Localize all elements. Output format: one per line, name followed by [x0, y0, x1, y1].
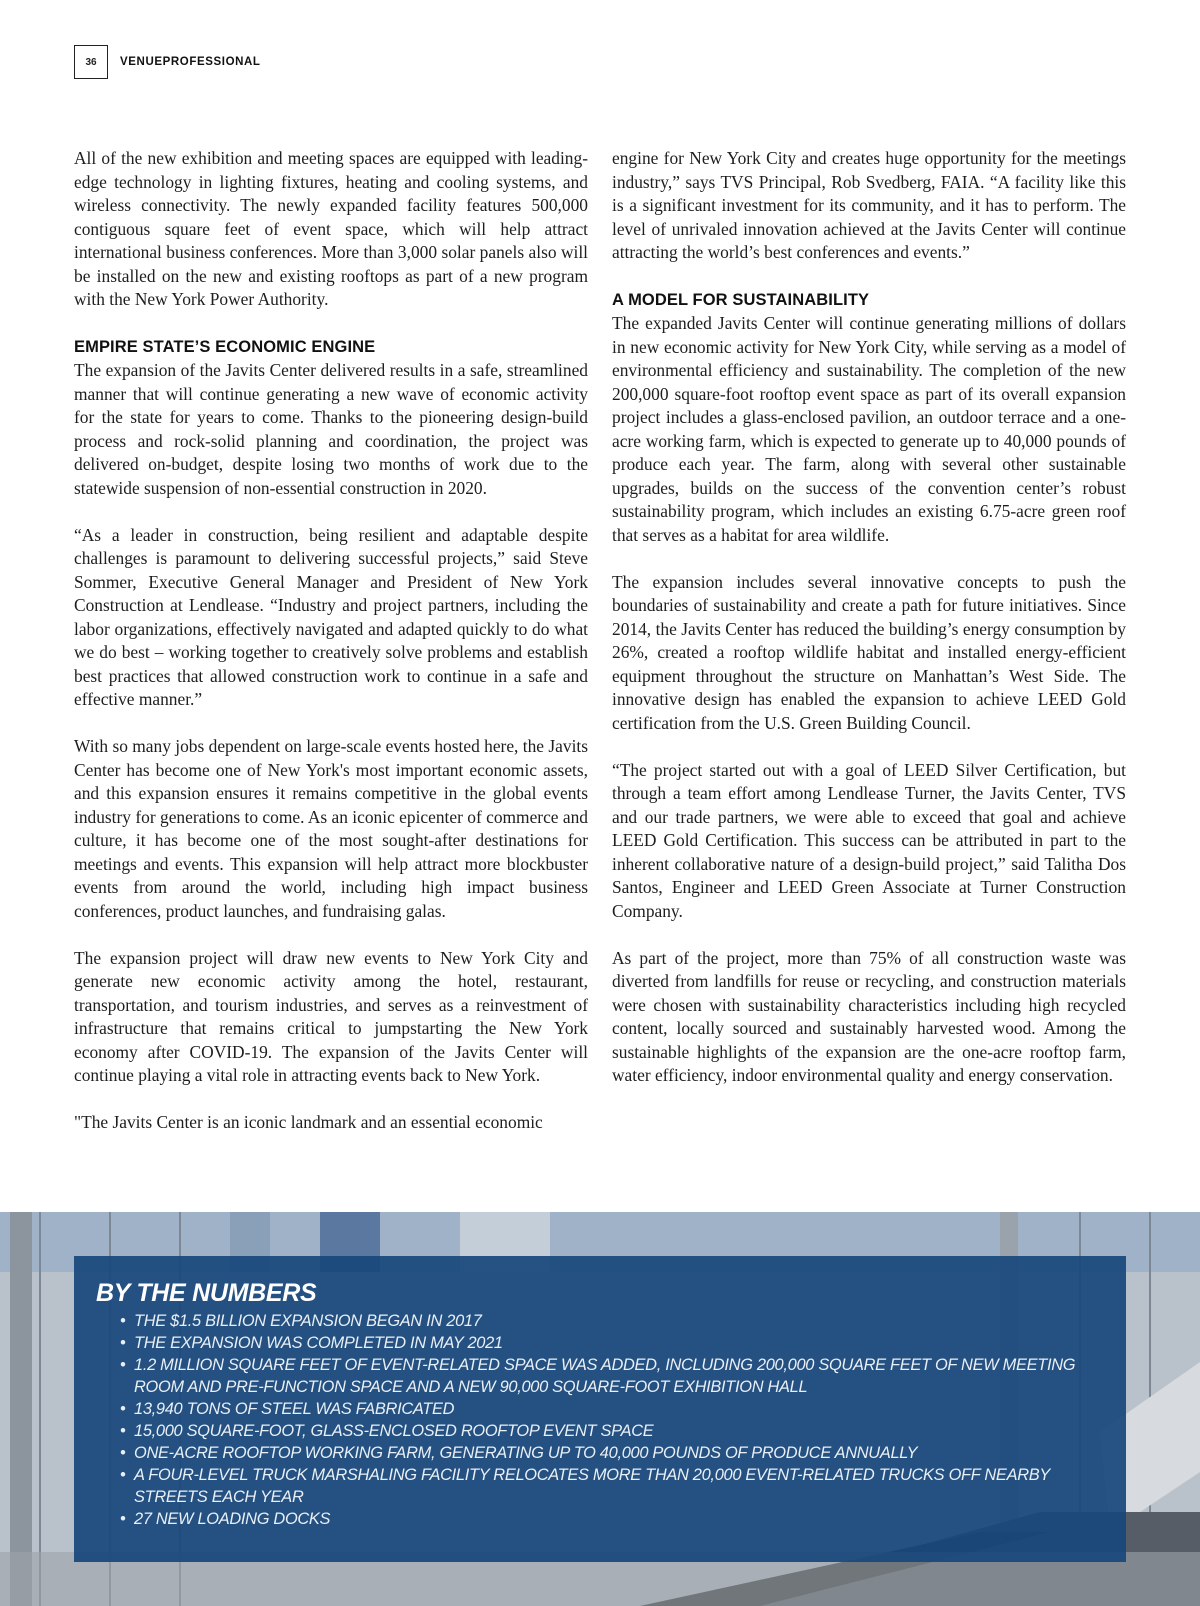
list-item — [108, 1332, 1104, 1354]
bullet-icon: • — [120, 1466, 126, 1484]
page-header — [74, 44, 261, 80]
bullet-icon: • — [120, 1312, 126, 1330]
left-column — [74, 147, 588, 1158]
list-item-text: 13,940 TONS OF STEEL WAS FABRICATED — [134, 1400, 455, 1418]
list-item-text: THE EXPANSION WAS COMPLETED IN MAY 2021 — [134, 1334, 503, 1352]
list-item — [108, 1420, 1104, 1442]
paragraph: The expansion includes several innovative concepts to push the boundaries of sustainability and create a path for future initiatives. Since 2014, the Javits Center has reduced the building’s energy consumption by 26%, created a rooftop wildlife habitat and installed energy-efficient equipment throughout the structure on Manhattan’s West Side. The innovative design has enabled the expansion to achieve LEED Gold certification from the U.S. Green Building Council. — [612, 571, 1126, 733]
masthead-rest: PROFESSIONAL — [162, 56, 261, 68]
paragraph: The expansion project will draw new events to New York City and generate new economic activity among the hotel, restaurant, transportation, and tourism industries, and serves as a reinvestment of infrastructure that remains critical to jumpstarting the New York economy after COVID-19. The expansion of the Javits Center will continue playing a vital role in attracting events back to New York. — [74, 947, 588, 1085]
paragraph: All of the new exhibition and meeting spaces are equipped with leading-edge technology in lighting fixtures, heating and cooling systems, and wireless connectivity. The newly expanded facility features 500,000 contiguous square feet of event space, which will help attract international business conferences. More than 3,000 solar panels also will be installed on the new and existing rooftops as part of a new program with the New York Power Authority. — [74, 148, 588, 309]
sidebar-title: BY THE NUMBERS — [96, 1279, 317, 1307]
right-column — [612, 147, 1126, 1111]
list-item-text: THE $1.5 BILLION EXPANSION BEGAN IN 2017 — [134, 1312, 482, 1330]
page-number: 36 — [74, 45, 108, 79]
paragraph: With so many jobs dependent on large-scale events hosted here, the Javits Center has become one of New York's most important economic assets, and this expansion ensures it remains competitive in the global events industry for generations to come. As an iconic epicenter of commerce and culture, it has become one of the most sought-after destinations for meetings and events. This expansion will help attract more blockbuster events from around the world, including high impact business conferences, product launches, and fundraising galas. — [74, 736, 588, 921]
numbers-list — [96, 1310, 1104, 1530]
list-item — [108, 1354, 1104, 1398]
list-item-text: ONE-ACRE ROOFTOP WORKING FARM, GENERATING UP TO 40,000 POUNDS OF PRODUCE ANNUALLY — [134, 1444, 918, 1462]
bullet-icon: • — [120, 1334, 126, 1352]
list-item-text: A FOUR-LEVEL TRUCK MARSHALING FACILITY RELOCATES MORE THAN 20,000 EVENT-RELATED TRUCKS OFF NEARBY STREETS EACH YEAR — [134, 1466, 1050, 1506]
section-heading: EMPIRE STATE’S ECONOMIC ENGINE — [74, 338, 376, 356]
paragraph: “As a leader in construction, being resilient and adaptable despite challenges is paramount to delivering successful projects,” said Steve Sommer, Executive General Manager and President of New York Construction at Lendlease. “Industry and project partners, including the labor organizations, effectively navigated and adapted quickly to do what we do best – working together to creatively solve problems and establish best practices that allowed construction work to continue in a safe and effective manner.” — [74, 524, 588, 709]
by-the-numbers-sidebar — [74, 1256, 1126, 1562]
masthead-bold: VENUE — [120, 56, 163, 68]
list-item — [108, 1398, 1104, 1420]
list-item-text: 27 NEW LOADING DOCKS — [134, 1510, 331, 1528]
list-item — [108, 1310, 1104, 1332]
paragraph: The expanded Javits Center will continue generating millions of dollars in new economic activity for New York City, while serving as a model of environmental efficiency and sustainability. The completion of the new 200,000 square-foot rooftop event space as part of its overall expansion project includes a glass-enclosed pavilion, an outdoor terrace and a one-acre working farm, which is expected to generate up to 40,000 pounds of produce each year. The farm, along with several other sustainable upgrades, builds on the success of the convention center’s robust sustainability program, which includes an existing 6.75-acre green roof that serves as a habitat for area wildlife. — [612, 313, 1126, 545]
list-item — [108, 1464, 1104, 1508]
list-item — [108, 1508, 1104, 1530]
bullet-icon: • — [120, 1510, 126, 1528]
list-item — [108, 1442, 1104, 1464]
paragraph: The expansion of the Javits Center delivered results in a safe, streamlined manner that will continue generating a new wave of economic activity for the state for years to come. Thanks to the pioneering design-build process and rock-solid planning and coordination, the project was delivered on-budget, despite losing two months of work due to the statewide suspension of non-essential construction in 2020. — [74, 360, 588, 498]
paragraph: As part of the project, more than 75% of all construction waste was diverted from landfills for reuse or recycling, and construction materials were chosen with sustainability characteristics including high recycled content, locally sourced and sustainably harvested wood. Among the sustainable highlights of the expansion are the one-acre rooftop farm, water efficiency, indoor environmental quality and energy conservation. — [612, 947, 1126, 1085]
bullet-icon: • — [120, 1400, 126, 1418]
bullet-icon: • — [120, 1444, 126, 1462]
list-item-text: 1.2 MILLION SQUARE FEET OF EVENT-RELATED SPACE WAS ADDED, INCLUDING 200,000 SQUARE FEET OF NEW MEETING ROOM AND PRE-FUNCTION SPACE AND A NEW 90,000 SQUARE-FOOT EXHIBITION HALL — [134, 1356, 1076, 1396]
magazine-masthead — [120, 56, 261, 68]
paragraph: “The project started out with a goal of LEED Silver Certification, but through a team effort among Lendlease Turner, the Javits Center, TVS and our trade partners, we were able to exceed that goal and achieve LEED Gold Certification. This success can be attributed in part to the inherent collaborative nature of a design-build project,” said Talitha Dos Santos, Engineer and LEED Green Associate at Turner Construction Company. — [612, 759, 1126, 921]
bullet-icon: • — [120, 1356, 126, 1374]
paragraph: "The Javits Center is an iconic landmark and an essential economic — [74, 1112, 543, 1132]
list-item-text: 15,000 SQUARE-FOOT, GLASS-ENCLOSED ROOFTOP EVENT SPACE — [134, 1422, 654, 1440]
paragraph: engine for New York City and creates huge opportunity for the meetings industry,” says TVS Principal, Rob Svedberg, FAIA. “A facility like this is a significant investment for its community, and it has to perform. The level of unrivaled innovation achieved at the Javits Center will continue attracting the world’s best conferences and events.” — [612, 148, 1126, 262]
bullet-icon: • — [120, 1422, 126, 1440]
section-heading: A MODEL FOR SUSTAINABILITY — [612, 291, 870, 309]
